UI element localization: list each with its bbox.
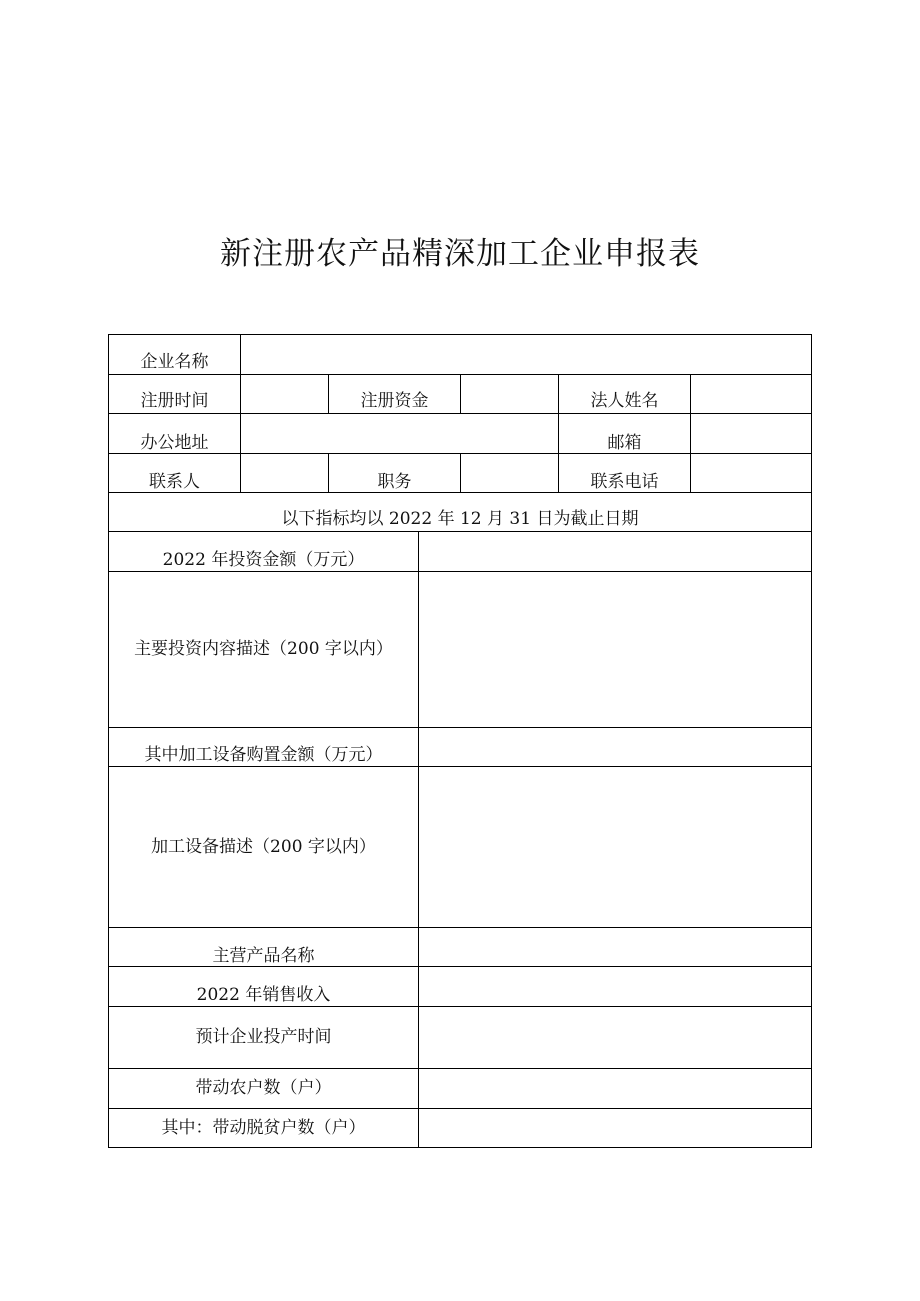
sales-field[interactable] bbox=[419, 967, 811, 1006]
page-title: 新注册农产品精深加工企业申报表 bbox=[220, 236, 700, 272]
reg-date-field[interactable] bbox=[241, 375, 328, 413]
company-name-field[interactable] bbox=[241, 335, 811, 374]
equip-amount-field[interactable] bbox=[419, 728, 811, 766]
phone-label: 联系电话 bbox=[590, 472, 659, 492]
invest-desc-field[interactable] bbox=[419, 572, 811, 727]
poor-farmers-label: 其中：带动脱贫户数（户） bbox=[161, 1117, 366, 1138]
company-name-label: 企业名称 bbox=[140, 352, 209, 372]
start-date-label: 预计企业投产时间 bbox=[195, 1027, 332, 1047]
email-field[interactable] bbox=[691, 414, 811, 453]
farmers-label: 带动农户数（户） bbox=[195, 1078, 332, 1098]
contact-label: 联系人 bbox=[149, 472, 200, 492]
deadline-note: 以下指标均以 2022 年 12 月 31 日为截止日期 bbox=[281, 509, 639, 529]
equip-desc-label: 加工设备描述（200 字以内） bbox=[151, 836, 376, 857]
main-product-label: 主营产品名称 bbox=[212, 946, 315, 966]
start-date-field[interactable] bbox=[419, 1007, 811, 1068]
invest-amount-label: 2022 年投资金额（万元） bbox=[162, 550, 365, 570]
poor-farmers-field[interactable] bbox=[419, 1109, 811, 1147]
legal-rep-field[interactable] bbox=[691, 375, 811, 413]
position-field[interactable] bbox=[461, 454, 558, 492]
email-label: 邮箱 bbox=[607, 433, 642, 453]
reg-date-label: 注册时间 bbox=[140, 391, 209, 411]
address-field[interactable] bbox=[241, 414, 558, 453]
contact-field[interactable] bbox=[241, 454, 328, 492]
phone-field[interactable] bbox=[691, 454, 811, 492]
equip-desc-field[interactable] bbox=[419, 767, 811, 927]
equip-amount-label: 其中加工设备购置金额（万元） bbox=[144, 745, 383, 765]
reg-capital-field[interactable] bbox=[461, 375, 558, 413]
reg-capital-label: 注册资金 bbox=[360, 391, 429, 411]
table-border-right bbox=[811, 334, 812, 1148]
invest-amount-field[interactable] bbox=[419, 532, 811, 571]
table-border-bottom bbox=[108, 1147, 812, 1148]
farmers-field[interactable] bbox=[419, 1069, 811, 1108]
invest-desc-label: 主要投资内容描述（200 字以内） bbox=[134, 639, 393, 659]
address-label: 办公地址 bbox=[140, 433, 209, 453]
legal-rep-label: 法人姓名 bbox=[590, 391, 659, 411]
main-product-field[interactable] bbox=[419, 928, 811, 966]
sales-label: 2022 年销售收入 bbox=[196, 985, 331, 1005]
position-label: 职务 bbox=[377, 472, 412, 492]
